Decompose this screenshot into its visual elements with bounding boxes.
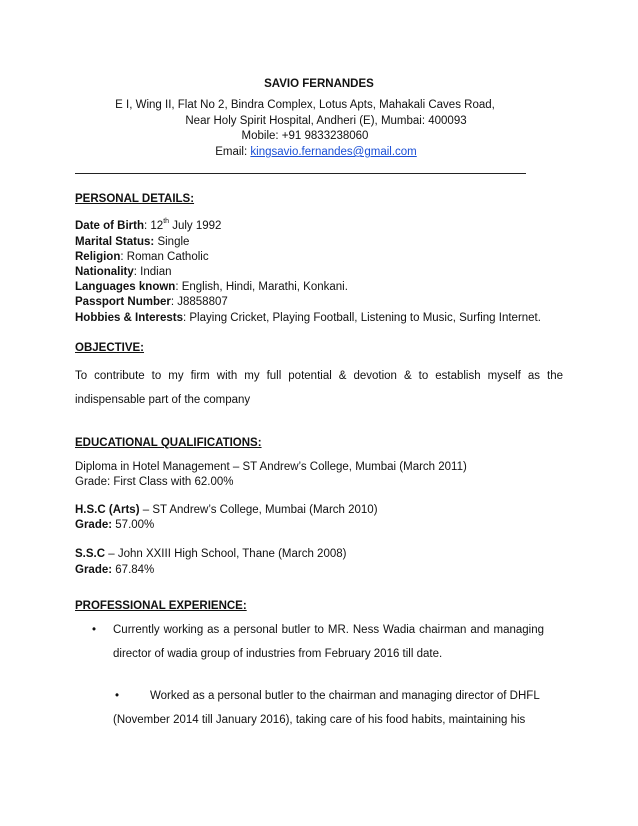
- experience-item-1-line-2: director of wadia group of industries from February 2016 till date.: [113, 648, 443, 660]
- experience-item-1-line-1: Currently working as a personal butler to MR. Ness Wadia chairman and managing: [113, 624, 544, 636]
- ssc-label: S.S.C: [75, 548, 106, 560]
- religion-value: : Roman Catholic: [120, 251, 209, 263]
- passport-label: Passport Number: [75, 296, 171, 308]
- passport-row: [75, 295, 228, 310]
- marital-value: Single: [154, 236, 190, 248]
- bullet-icon: •: [115, 690, 120, 702]
- email-line: [0, 145, 635, 160]
- ssc-line: [75, 547, 346, 562]
- candidate-name: SAVIO FERNANDES: [264, 78, 374, 90]
- email-label: Email:: [215, 146, 251, 158]
- ssc-grade: [75, 563, 154, 578]
- languages-row: [75, 280, 348, 295]
- objective-line-1: To contribute to my firm with my full potential & devotion & to establish myself as the: [75, 370, 563, 382]
- nationality-label: Nationality: [75, 266, 134, 278]
- dob-row: [75, 219, 221, 234]
- marital-label: Marital Status:: [75, 236, 155, 248]
- dob-month-year: July 1992: [169, 220, 222, 232]
- hsc-grade-value: 57.00%: [112, 519, 155, 531]
- diploma-line: Diploma in Hotel Management – ST Andrew’s College, Mumbai (March 2011): [75, 461, 467, 473]
- experience-heading: PROFESSIONAL EXPERIENCE:: [75, 600, 247, 612]
- religion-label: Religion: [75, 251, 121, 263]
- hsc-line: [75, 503, 378, 518]
- email-link[interactable]: kingsavio.fernandes@gmail.com: [250, 146, 417, 158]
- hsc-label: H.S.C (Arts): [75, 504, 140, 516]
- dob-day: : 12: [144, 220, 164, 232]
- ssc-value: – John XXIII High School, Thane (March 2008): [105, 548, 347, 560]
- diploma-grade: Grade: First Class with 62.00%: [75, 476, 234, 488]
- address-line-2: Near Holy Spirit Hospital, Andheri (E), Mumbai: 400093: [185, 115, 467, 127]
- hsc-grade: [75, 518, 154, 533]
- hobbies-row: [75, 311, 541, 326]
- hsc-grade-label: Grade:: [75, 519, 113, 531]
- experience-item-2-line-1: Worked as a personal butler to the chairman and managing director of DHFL: [150, 690, 540, 702]
- objective-heading: OBJECTIVE:: [75, 342, 145, 354]
- education-heading: EDUCATIONAL QUALIFICATIONS:: [75, 437, 262, 449]
- hobbies-value: : Playing Cricket, Playing Football, Listening to Music, Surfing Internet.: [183, 312, 541, 324]
- dob-label: Date of Birth: [75, 220, 144, 232]
- hobbies-label: Hobbies & Interests: [75, 312, 183, 324]
- religion-row: [75, 250, 209, 265]
- address-line-1: E I, Wing II, Flat No 2, Bindra Complex, Lotus Apts, Mahakali Caves Road,: [115, 99, 495, 111]
- header-divider: [75, 173, 526, 174]
- experience-item-2-line-2: (November 2014 till January 2016), taking care of his food habits, maintaining his: [113, 714, 526, 726]
- bullet-icon: •: [92, 624, 97, 636]
- dob-suffix: th: [163, 218, 170, 226]
- mobile-number: Mobile: +91 9833238060: [241, 130, 369, 142]
- languages-label: Languages known: [75, 281, 176, 293]
- languages-value: : English, Hindi, Marathi, Konkani.: [175, 281, 348, 293]
- marital-row: [75, 235, 189, 250]
- passport-value: : J8858807: [170, 296, 228, 308]
- nationality-value: : Indian: [133, 266, 172, 278]
- objective-line-2: indispensable part of the company: [75, 394, 251, 406]
- nationality-row: [75, 265, 172, 280]
- ssc-grade-label: Grade:: [75, 564, 113, 576]
- ssc-grade-value: 67.84%: [112, 564, 155, 576]
- hsc-value: – ST Andrew’s College, Mumbai (March 2010): [139, 504, 378, 516]
- personal-details-heading: PERSONAL DETAILS:: [75, 193, 195, 205]
